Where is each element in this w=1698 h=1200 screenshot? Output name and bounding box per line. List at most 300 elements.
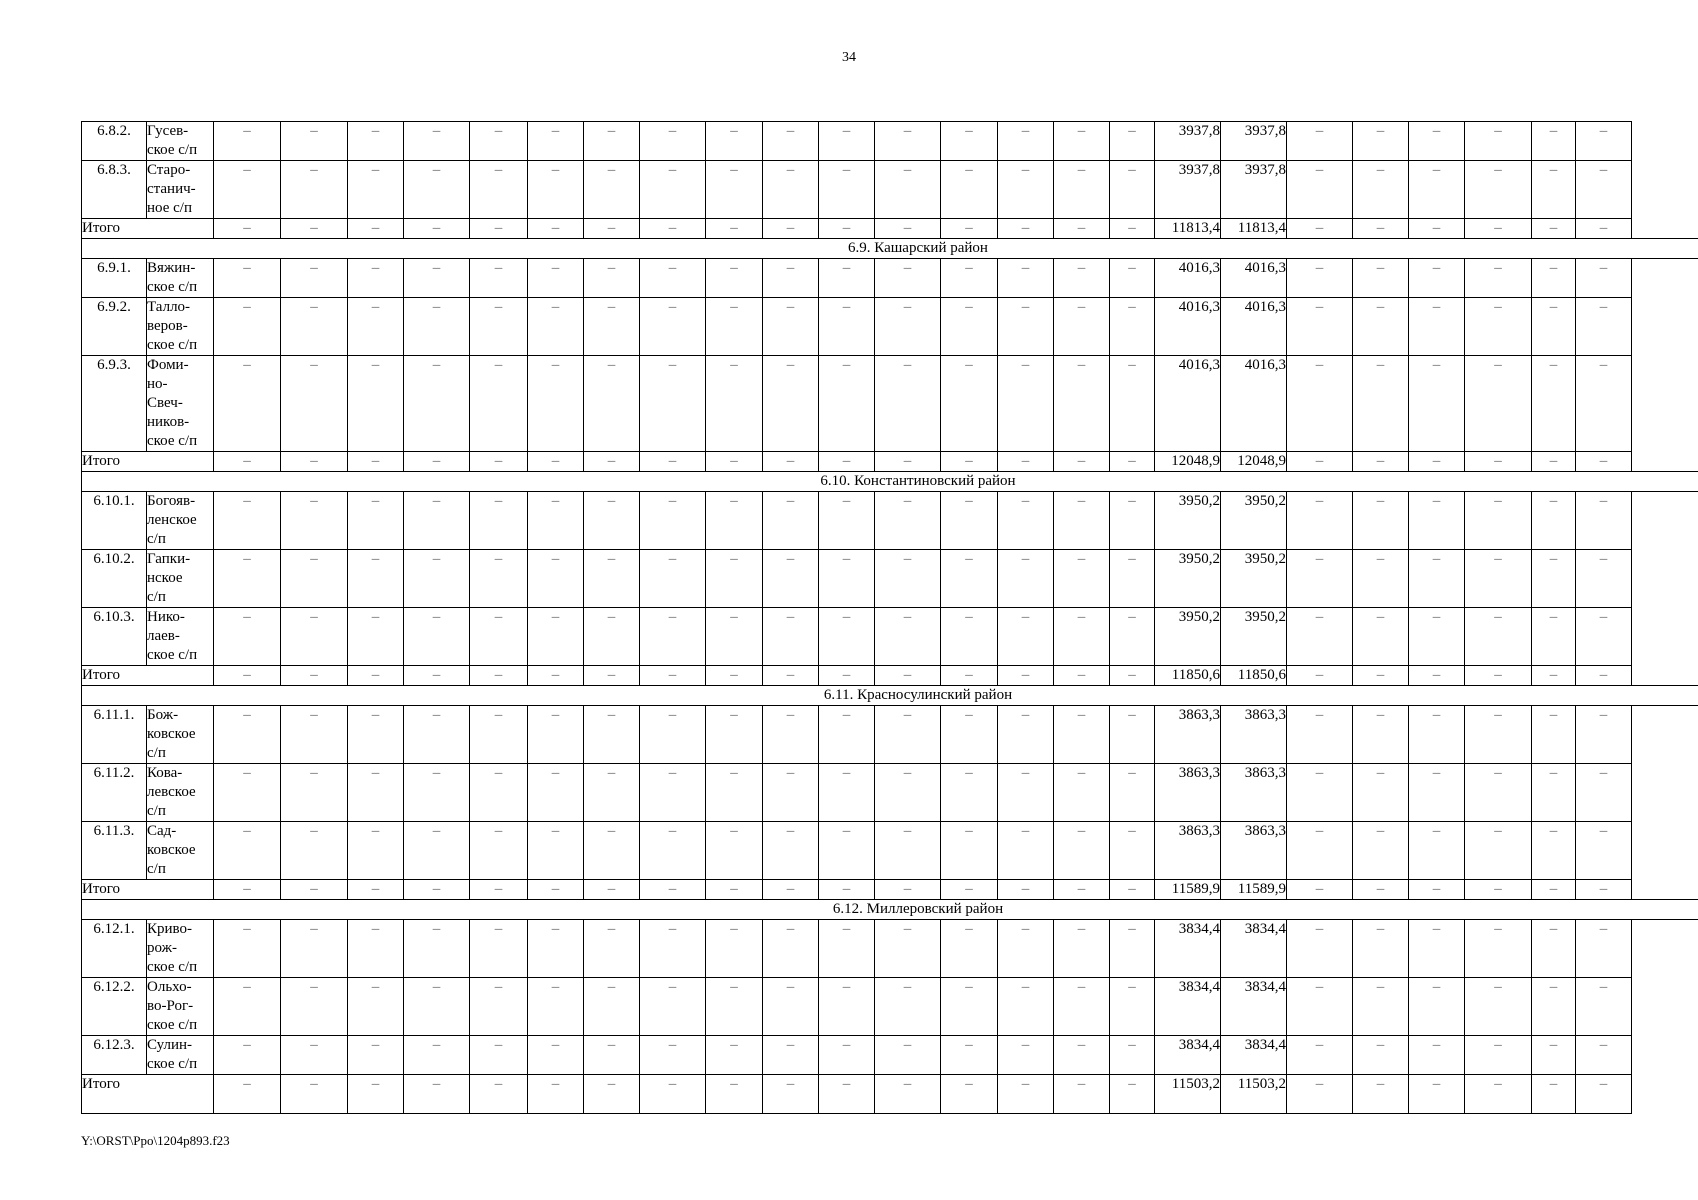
empty-cell: – [470, 920, 528, 978]
empty-cell: – [819, 666, 875, 686]
empty-cell: – [1287, 880, 1353, 900]
empty-cell: – [348, 492, 404, 550]
empty-cell: – [1110, 550, 1155, 608]
empty-cell: – [941, 764, 998, 822]
empty-cell: – [404, 706, 470, 764]
empty-cell: – [348, 219, 404, 239]
subtotal-row [82, 219, 1698, 239]
empty-cell: – [470, 880, 528, 900]
empty-cell: – [348, 706, 404, 764]
empty-cell: – [640, 259, 706, 298]
empty-cell: – [819, 608, 875, 666]
empty-cell: – [528, 122, 584, 161]
empty-cell: – [941, 356, 998, 452]
empty-cell: – [819, 1036, 875, 1075]
empty-cell: – [875, 161, 941, 219]
empty-cell: – [214, 880, 281, 900]
empty-cell: – [470, 452, 528, 472]
empty-cell: – [470, 822, 528, 880]
empty-cell: – [1054, 1075, 1110, 1114]
empty-cell: – [1110, 764, 1155, 822]
empty-cell: – [404, 356, 470, 452]
empty-cell: – [819, 219, 875, 239]
empty-cell: – [1110, 920, 1155, 978]
empty-cell: – [1054, 219, 1110, 239]
empty-cell: – [470, 706, 528, 764]
empty-cell: – [998, 920, 1054, 978]
empty-cell: – [1465, 880, 1532, 900]
empty-cell: – [1054, 880, 1110, 900]
value-cell: 3950,2 [1221, 550, 1287, 608]
empty-cell: – [1353, 666, 1409, 686]
empty-cell: – [763, 492, 819, 550]
settlement-name: Гапки- нское с/п [147, 550, 214, 608]
empty-cell: – [1353, 880, 1409, 900]
empty-cell: – [875, 822, 941, 880]
empty-cell: – [941, 452, 998, 472]
empty-cell: – [1576, 666, 1632, 686]
empty-cell: – [1409, 1075, 1465, 1114]
empty-cell: – [763, 880, 819, 900]
row-number: 6.11.1. [82, 706, 147, 764]
empty-cell: – [584, 978, 640, 1036]
row-number: 6.12.1. [82, 920, 147, 978]
empty-cell: – [1576, 822, 1632, 880]
empty-cell: – [1465, 706, 1532, 764]
empty-cell: – [1287, 706, 1353, 764]
empty-cell: – [1465, 608, 1532, 666]
empty-cell: – [404, 298, 470, 356]
empty-cell: – [998, 822, 1054, 880]
empty-cell: – [763, 298, 819, 356]
settlement-name: Вяжин- ское с/п [147, 259, 214, 298]
empty-cell: – [706, 1075, 763, 1114]
empty-cell: – [819, 880, 875, 900]
empty-cell: – [640, 298, 706, 356]
empty-cell: – [1110, 666, 1155, 686]
empty-cell: – [640, 161, 706, 219]
empty-cell: – [1287, 608, 1353, 666]
empty-cell: – [640, 608, 706, 666]
value-cell: 3834,4 [1221, 978, 1287, 1036]
empty-cell: – [819, 356, 875, 452]
empty-cell: – [528, 356, 584, 452]
total-cell: 3863,3 [1155, 822, 1221, 880]
empty-cell: – [1353, 161, 1409, 219]
empty-cell: – [1576, 706, 1632, 764]
empty-cell: – [404, 219, 470, 239]
empty-cell: – [998, 1075, 1054, 1114]
empty-cell: – [1465, 161, 1532, 219]
empty-cell: – [1409, 764, 1465, 822]
empty-cell: – [763, 822, 819, 880]
empty-cell: – [998, 452, 1054, 472]
subtotal-label: Итого [82, 452, 214, 472]
empty-cell: – [819, 122, 875, 161]
empty-cell: – [214, 550, 281, 608]
empty-cell: – [1576, 1075, 1632, 1114]
value-cell: 3937,8 [1221, 161, 1287, 219]
empty-cell: – [404, 161, 470, 219]
empty-cell: – [706, 219, 763, 239]
table-row [82, 122, 1698, 161]
empty-cell: – [763, 550, 819, 608]
subtotal-label: Итого [82, 880, 214, 900]
empty-cell: – [404, 920, 470, 978]
empty-cell: – [1287, 920, 1353, 978]
budget-table [81, 121, 1698, 1114]
empty-cell: – [875, 492, 941, 550]
total-cell: 11850,6 [1155, 666, 1221, 686]
settlement-name: Нико- лаев- ское с/п [147, 608, 214, 666]
section-title: 6.10. Константиновский район [82, 472, 1698, 492]
table-row [82, 298, 1698, 356]
empty-cell: – [1054, 978, 1110, 1036]
empty-cell: – [584, 1075, 640, 1114]
subtotal-row [82, 880, 1698, 900]
empty-cell: – [214, 666, 281, 686]
empty-cell: – [1054, 666, 1110, 686]
empty-cell: – [763, 356, 819, 452]
empty-cell: – [281, 1036, 348, 1075]
empty-cell: – [763, 706, 819, 764]
empty-cell: – [584, 298, 640, 356]
empty-cell: – [706, 822, 763, 880]
empty-cell: – [528, 978, 584, 1036]
empty-cell: – [348, 161, 404, 219]
empty-cell: – [1409, 706, 1465, 764]
empty-cell: – [348, 1036, 404, 1075]
empty-cell: – [1110, 880, 1155, 900]
empty-cell: – [1532, 122, 1576, 161]
empty-cell: – [584, 356, 640, 452]
empty-cell: – [1110, 492, 1155, 550]
row-number: 6.9.3. [82, 356, 147, 452]
empty-cell: – [941, 978, 998, 1036]
value-cell: 4016,3 [1221, 356, 1287, 452]
value-cell: 12048,9 [1221, 452, 1287, 472]
empty-cell: – [1409, 122, 1465, 161]
empty-cell: – [1465, 259, 1532, 298]
total-cell: 4016,3 [1155, 298, 1221, 356]
empty-cell: – [1409, 822, 1465, 880]
section-title: 6.12. Миллеровский район [82, 900, 1698, 920]
section-header-row [82, 239, 1698, 259]
empty-cell: – [875, 219, 941, 239]
empty-cell: – [941, 666, 998, 686]
empty-cell: – [1054, 161, 1110, 219]
empty-cell: – [1532, 764, 1576, 822]
empty-cell: – [1353, 1036, 1409, 1075]
empty-cell: – [763, 219, 819, 239]
empty-cell: – [1532, 920, 1576, 978]
empty-cell: – [584, 122, 640, 161]
section-title: 6.9. Кашарский район [82, 239, 1698, 259]
empty-cell: – [1353, 764, 1409, 822]
empty-cell: – [528, 259, 584, 298]
empty-cell: – [1110, 706, 1155, 764]
empty-cell: – [1353, 259, 1409, 298]
empty-cell: – [348, 259, 404, 298]
total-cell: 3950,2 [1155, 608, 1221, 666]
table-row [82, 1036, 1698, 1075]
empty-cell: – [1465, 764, 1532, 822]
empty-cell: – [875, 1075, 941, 1114]
empty-cell: – [875, 666, 941, 686]
empty-cell: – [706, 1036, 763, 1075]
empty-cell: – [1110, 298, 1155, 356]
empty-cell: – [1465, 550, 1532, 608]
empty-cell: – [214, 452, 281, 472]
empty-cell: – [584, 666, 640, 686]
empty-cell: – [1054, 764, 1110, 822]
section-header-row [82, 472, 1698, 492]
empty-cell: – [998, 298, 1054, 356]
subtotal-row [82, 1075, 1698, 1114]
empty-cell: – [1532, 1036, 1576, 1075]
empty-cell: – [941, 608, 998, 666]
empty-cell: – [470, 666, 528, 686]
empty-cell: – [875, 978, 941, 1036]
settlement-name: Сулин- ское с/п [147, 1036, 214, 1075]
empty-cell: – [1465, 822, 1532, 880]
empty-cell: – [348, 550, 404, 608]
empty-cell: – [640, 764, 706, 822]
empty-cell: – [281, 666, 348, 686]
empty-cell: – [1465, 978, 1532, 1036]
empty-cell: – [1110, 1036, 1155, 1075]
empty-cell: – [998, 122, 1054, 161]
total-cell: 3863,3 [1155, 764, 1221, 822]
empty-cell: – [1532, 822, 1576, 880]
settlement-name: Сад- ковское с/п [147, 822, 214, 880]
empty-cell: – [281, 920, 348, 978]
empty-cell: – [404, 452, 470, 472]
empty-cell: – [404, 1036, 470, 1075]
empty-cell: – [528, 920, 584, 978]
empty-cell: – [1054, 1036, 1110, 1075]
empty-cell: – [819, 550, 875, 608]
row-number: 6.11.3. [82, 822, 147, 880]
empty-cell: – [1409, 161, 1465, 219]
empty-cell: – [763, 1036, 819, 1075]
empty-cell: – [281, 259, 348, 298]
empty-cell: – [640, 550, 706, 608]
empty-cell: – [1110, 219, 1155, 239]
empty-cell: – [470, 492, 528, 550]
empty-cell: – [1532, 219, 1576, 239]
empty-cell: – [1465, 920, 1532, 978]
empty-cell: – [1409, 920, 1465, 978]
empty-cell: – [640, 978, 706, 1036]
empty-cell: – [528, 452, 584, 472]
empty-cell: – [998, 666, 1054, 686]
empty-cell: – [1054, 259, 1110, 298]
empty-cell: – [584, 764, 640, 822]
empty-cell: – [1110, 822, 1155, 880]
total-cell: 3937,8 [1155, 161, 1221, 219]
empty-cell: – [763, 161, 819, 219]
empty-cell: – [348, 608, 404, 666]
table-row [82, 356, 1698, 452]
empty-cell: – [1287, 978, 1353, 1036]
empty-cell: – [1409, 298, 1465, 356]
row-number: 6.10.1. [82, 492, 147, 550]
empty-cell: – [1110, 259, 1155, 298]
value-cell: 4016,3 [1221, 259, 1287, 298]
empty-cell: – [348, 978, 404, 1036]
empty-cell: – [470, 978, 528, 1036]
value-cell: 3863,3 [1221, 764, 1287, 822]
empty-cell: – [1409, 666, 1465, 686]
empty-cell: – [1287, 259, 1353, 298]
page-number: 34 [842, 50, 856, 65]
empty-cell: – [819, 298, 875, 356]
empty-cell: – [281, 822, 348, 880]
empty-cell: – [1532, 880, 1576, 900]
empty-cell: – [281, 978, 348, 1036]
row-number: 6.8.2. [82, 122, 147, 161]
empty-cell: – [348, 298, 404, 356]
empty-cell: – [640, 880, 706, 900]
empty-cell: – [819, 764, 875, 822]
empty-cell: – [1532, 492, 1576, 550]
empty-cell: – [998, 356, 1054, 452]
empty-cell: – [1353, 608, 1409, 666]
empty-cell: – [1465, 452, 1532, 472]
empty-cell: – [1465, 1075, 1532, 1114]
empty-cell: – [819, 1075, 875, 1114]
empty-cell: – [281, 122, 348, 161]
empty-cell: – [1409, 880, 1465, 900]
table-row [82, 920, 1698, 978]
empty-cell: – [1532, 161, 1576, 219]
empty-cell: – [1054, 356, 1110, 452]
empty-cell: – [998, 219, 1054, 239]
empty-cell: – [404, 666, 470, 686]
empty-cell: – [528, 666, 584, 686]
empty-cell: – [875, 920, 941, 978]
empty-cell: – [941, 880, 998, 900]
empty-cell: – [941, 492, 998, 550]
row-number: 6.12.3. [82, 1036, 147, 1075]
empty-cell: – [214, 161, 281, 219]
empty-cell: – [763, 608, 819, 666]
value-cell: 3950,2 [1221, 492, 1287, 550]
empty-cell: – [763, 1075, 819, 1114]
empty-cell: – [1353, 550, 1409, 608]
empty-cell: – [470, 122, 528, 161]
empty-cell: – [706, 259, 763, 298]
empty-cell: – [763, 666, 819, 686]
row-number: 6.12.2. [82, 978, 147, 1036]
empty-cell: – [1465, 492, 1532, 550]
empty-cell: – [875, 706, 941, 764]
empty-cell: – [1465, 666, 1532, 686]
empty-cell: – [1287, 298, 1353, 356]
empty-cell: – [640, 706, 706, 764]
empty-cell: – [640, 219, 706, 239]
settlement-name: Гусев- ское с/п [147, 122, 214, 161]
empty-cell: – [348, 920, 404, 978]
empty-cell: – [281, 356, 348, 452]
empty-cell: – [528, 706, 584, 764]
value-cell: 3937,8 [1221, 122, 1287, 161]
empty-cell: – [1576, 1036, 1632, 1075]
section-title: 6.11. Красносулинский район [82, 686, 1698, 706]
empty-cell: – [584, 608, 640, 666]
empty-cell: – [1353, 978, 1409, 1036]
empty-cell: – [875, 452, 941, 472]
empty-cell: – [706, 452, 763, 472]
empty-cell: – [1054, 122, 1110, 161]
empty-cell: – [404, 978, 470, 1036]
total-cell: 3834,4 [1155, 1036, 1221, 1075]
empty-cell: – [214, 356, 281, 452]
empty-cell: – [528, 764, 584, 822]
empty-cell: – [763, 452, 819, 472]
empty-cell: – [706, 880, 763, 900]
empty-cell: – [1409, 608, 1465, 666]
subtotal-label: Итого [82, 219, 214, 239]
total-cell: 11813,4 [1155, 219, 1221, 239]
empty-cell: – [404, 608, 470, 666]
empty-cell: – [1287, 666, 1353, 686]
empty-cell: – [819, 452, 875, 472]
empty-cell: – [1532, 1075, 1576, 1114]
empty-cell: – [470, 550, 528, 608]
empty-cell: – [214, 608, 281, 666]
empty-cell: – [763, 122, 819, 161]
empty-cell: – [1110, 122, 1155, 161]
table-row [82, 706, 1698, 764]
empty-cell: – [584, 452, 640, 472]
row-number: 6.10.3. [82, 608, 147, 666]
empty-cell: – [875, 1036, 941, 1075]
empty-cell: – [819, 822, 875, 880]
empty-cell: – [875, 356, 941, 452]
empty-cell: – [998, 608, 1054, 666]
empty-cell: – [941, 298, 998, 356]
empty-cell: – [819, 920, 875, 978]
empty-cell: – [640, 822, 706, 880]
empty-cell: – [214, 764, 281, 822]
empty-cell: – [348, 1075, 404, 1114]
empty-cell: – [1465, 356, 1532, 452]
empty-cell: – [1532, 356, 1576, 452]
settlement-name: Кова- левское с/п [147, 764, 214, 822]
value-cell: 11813,4 [1221, 219, 1287, 239]
empty-cell: – [640, 492, 706, 550]
empty-cell: – [528, 1036, 584, 1075]
empty-cell: – [1353, 492, 1409, 550]
empty-cell: – [941, 706, 998, 764]
value-cell: 3834,4 [1221, 1036, 1287, 1075]
empty-cell: – [875, 608, 941, 666]
empty-cell: – [404, 1075, 470, 1114]
settlement-name: Ольхо- во-Рог- ское с/п [147, 978, 214, 1036]
empty-cell: – [470, 1036, 528, 1075]
empty-cell: – [1532, 608, 1576, 666]
empty-cell: – [528, 1075, 584, 1114]
empty-cell: – [281, 880, 348, 900]
table-row [82, 550, 1698, 608]
subtotal-label: Итого [82, 1075, 214, 1114]
empty-cell: – [998, 880, 1054, 900]
empty-cell: – [819, 492, 875, 550]
empty-cell: – [281, 706, 348, 764]
empty-cell: – [1465, 122, 1532, 161]
